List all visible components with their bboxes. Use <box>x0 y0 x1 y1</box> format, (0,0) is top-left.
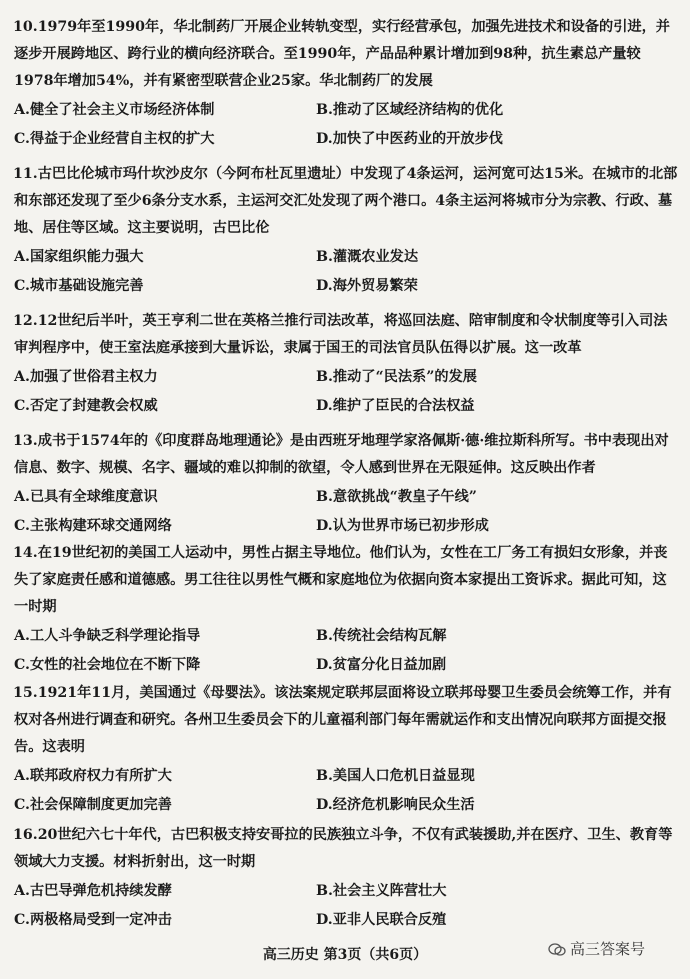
question-stem: 20世纪六七十年代，古巴积极支持安哥拉的民族独立斗争，不仅有武装援助,并在医疗、卫生、教育等领域大力支援。材料折射出，这一时期 <box>14 827 673 870</box>
option-d: D.亚非人民联合反殖 <box>316 912 447 928</box>
question-stem: 古巴比伦城市玛什坎沙皮尔（今阿布杜瓦里遗址）中发现了4条运河，运河宽可达15米。在城市的北部和东部还发现了至少6条分支水系，主运河交汇处发现了两个港口。4条主运河将城市分为宗教、行政、墓地、居住等区域。这主要说明，古巴比伦 <box>14 166 678 236</box>
options <box>14 484 678 542</box>
question-15 <box>14 680 678 821</box>
question-number: 13. <box>13 433 38 449</box>
option-d: D.认为世界市场已初步形成 <box>316 518 489 534</box>
option-c: C.女性的社会地位在不断下降 <box>14 657 201 673</box>
option-a: A.古巴导弹危机持续发酵 <box>14 883 172 899</box>
option-b: B.推动了“民法系”的发展 <box>316 369 477 385</box>
option-c: C.城市基础设施完善 <box>14 278 144 294</box>
option-d: D.加快了中医药业的开放步伐 <box>316 131 503 147</box>
option-b: B.美国人口危机日益显现 <box>316 768 475 784</box>
question-number: 15. <box>13 685 38 701</box>
options <box>14 244 678 302</box>
options <box>14 364 678 422</box>
options <box>14 878 678 936</box>
question-stem: 在19世纪初的美国工人运动中，男性占据主导地位。他们认为，女性在工厂务工有损妇女形象，并丧失了家庭责任感和道德感。男工往往以男性气概和家庭地位为依据向资本家提出工资诉求。据此可知，这一时期 <box>14 545 668 615</box>
option-c: C.得益于企业经营自主权的扩大 <box>14 131 215 147</box>
question-11 <box>14 161 678 302</box>
question-number: 11. <box>13 166 38 182</box>
option-a: A.联邦政府权力有所扩大 <box>14 768 172 784</box>
question-10 <box>14 14 678 155</box>
question-stem: 12世纪后半叶，英王亨利二世在英格兰推行司法改革，将巡回法庭、陪审制度和令状制度等引入司法审判程序中，使王室法庭承接到大量诉讼，隶属于国王的司法官员队伍得以扩展。这一改革 <box>14 313 668 356</box>
options <box>14 763 678 821</box>
options <box>14 97 678 155</box>
account-watermark <box>548 938 645 959</box>
watermark-text: 高三答案号 <box>570 940 646 958</box>
question-stem: 1921年11月，美国通过《母婴法》。该法案规定联邦层面将设立联邦母婴卫生委员会统筹工作，并有权对各州进行调查和研究。各州卫生委员会下的儿童福利部门每年需就运作和支出情况向联邦方面提交报告。这表明 <box>14 685 672 755</box>
question-number: 10. <box>13 19 38 35</box>
option-d: D.维护了臣民的合法权益 <box>316 398 475 414</box>
question-number: 12. <box>13 313 38 329</box>
question-stem: 成书于1574年的《印度群岛地理通论》是由西班牙地理学家洛佩斯·德·维拉斯科所写。书中表现出对信息、数字、规模、名字、疆域的难以抑制的欲望，令人感到世界在无限延伸。这反映出作者 <box>14 433 669 476</box>
option-c: C.两极格局受到一定冲击 <box>14 912 172 928</box>
page-footer: 高三历史 第3页（共6页） <box>262 947 428 963</box>
question-16 <box>14 822 678 936</box>
option-b: B.意欲挑战“教皇子午线” <box>316 489 477 505</box>
option-b: B.社会主义阵营壮大 <box>316 883 447 899</box>
question-number: 16. <box>13 827 38 843</box>
option-c: C.社会保障制度更加完善 <box>14 797 172 813</box>
question-12 <box>14 308 678 422</box>
option-a: A.国家组织能力强大 <box>14 249 144 265</box>
option-c: C.主张构建环球交通网络 <box>14 518 172 534</box>
option-c: C.否定了封建教会权威 <box>14 398 158 414</box>
option-b: B.推动了区域经济结构的优化 <box>316 102 504 118</box>
chat-bubble-icon <box>548 943 566 957</box>
question-stem: 1979年至1990年，华北制药厂开展企业转轨变型，实行经营承包，加强先进技术和设备的引进，并逐步开展跨地区、跨行业的横向经济联合。至1990年，产品品种累计增加到98种，抗生素总产量较1978年增加54%，并有紧密型联营企业25家。华北制药厂的发展 <box>14 19 670 89</box>
option-d: D.海外贸易繁荣 <box>316 278 418 294</box>
option-b: B.传统社会结构瓦解 <box>316 628 447 644</box>
option-d: D.贫富分化日益加剧 <box>316 657 447 673</box>
option-d: D.经济危机影响民众生活 <box>316 797 475 813</box>
option-a: A.健全了社会主义市场经济体制 <box>14 102 215 118</box>
options <box>14 623 678 681</box>
option-a: A.加强了世俗君主权力 <box>14 369 158 385</box>
option-b: B.灌溉农业发达 <box>316 249 419 265</box>
option-a: A.已具有全球维度意识 <box>14 489 158 505</box>
question-13 <box>14 428 678 542</box>
question-14 <box>14 540 678 681</box>
option-a: A.工人斗争缺乏科学理论指导 <box>14 628 201 644</box>
question-number: 14. <box>13 545 38 561</box>
